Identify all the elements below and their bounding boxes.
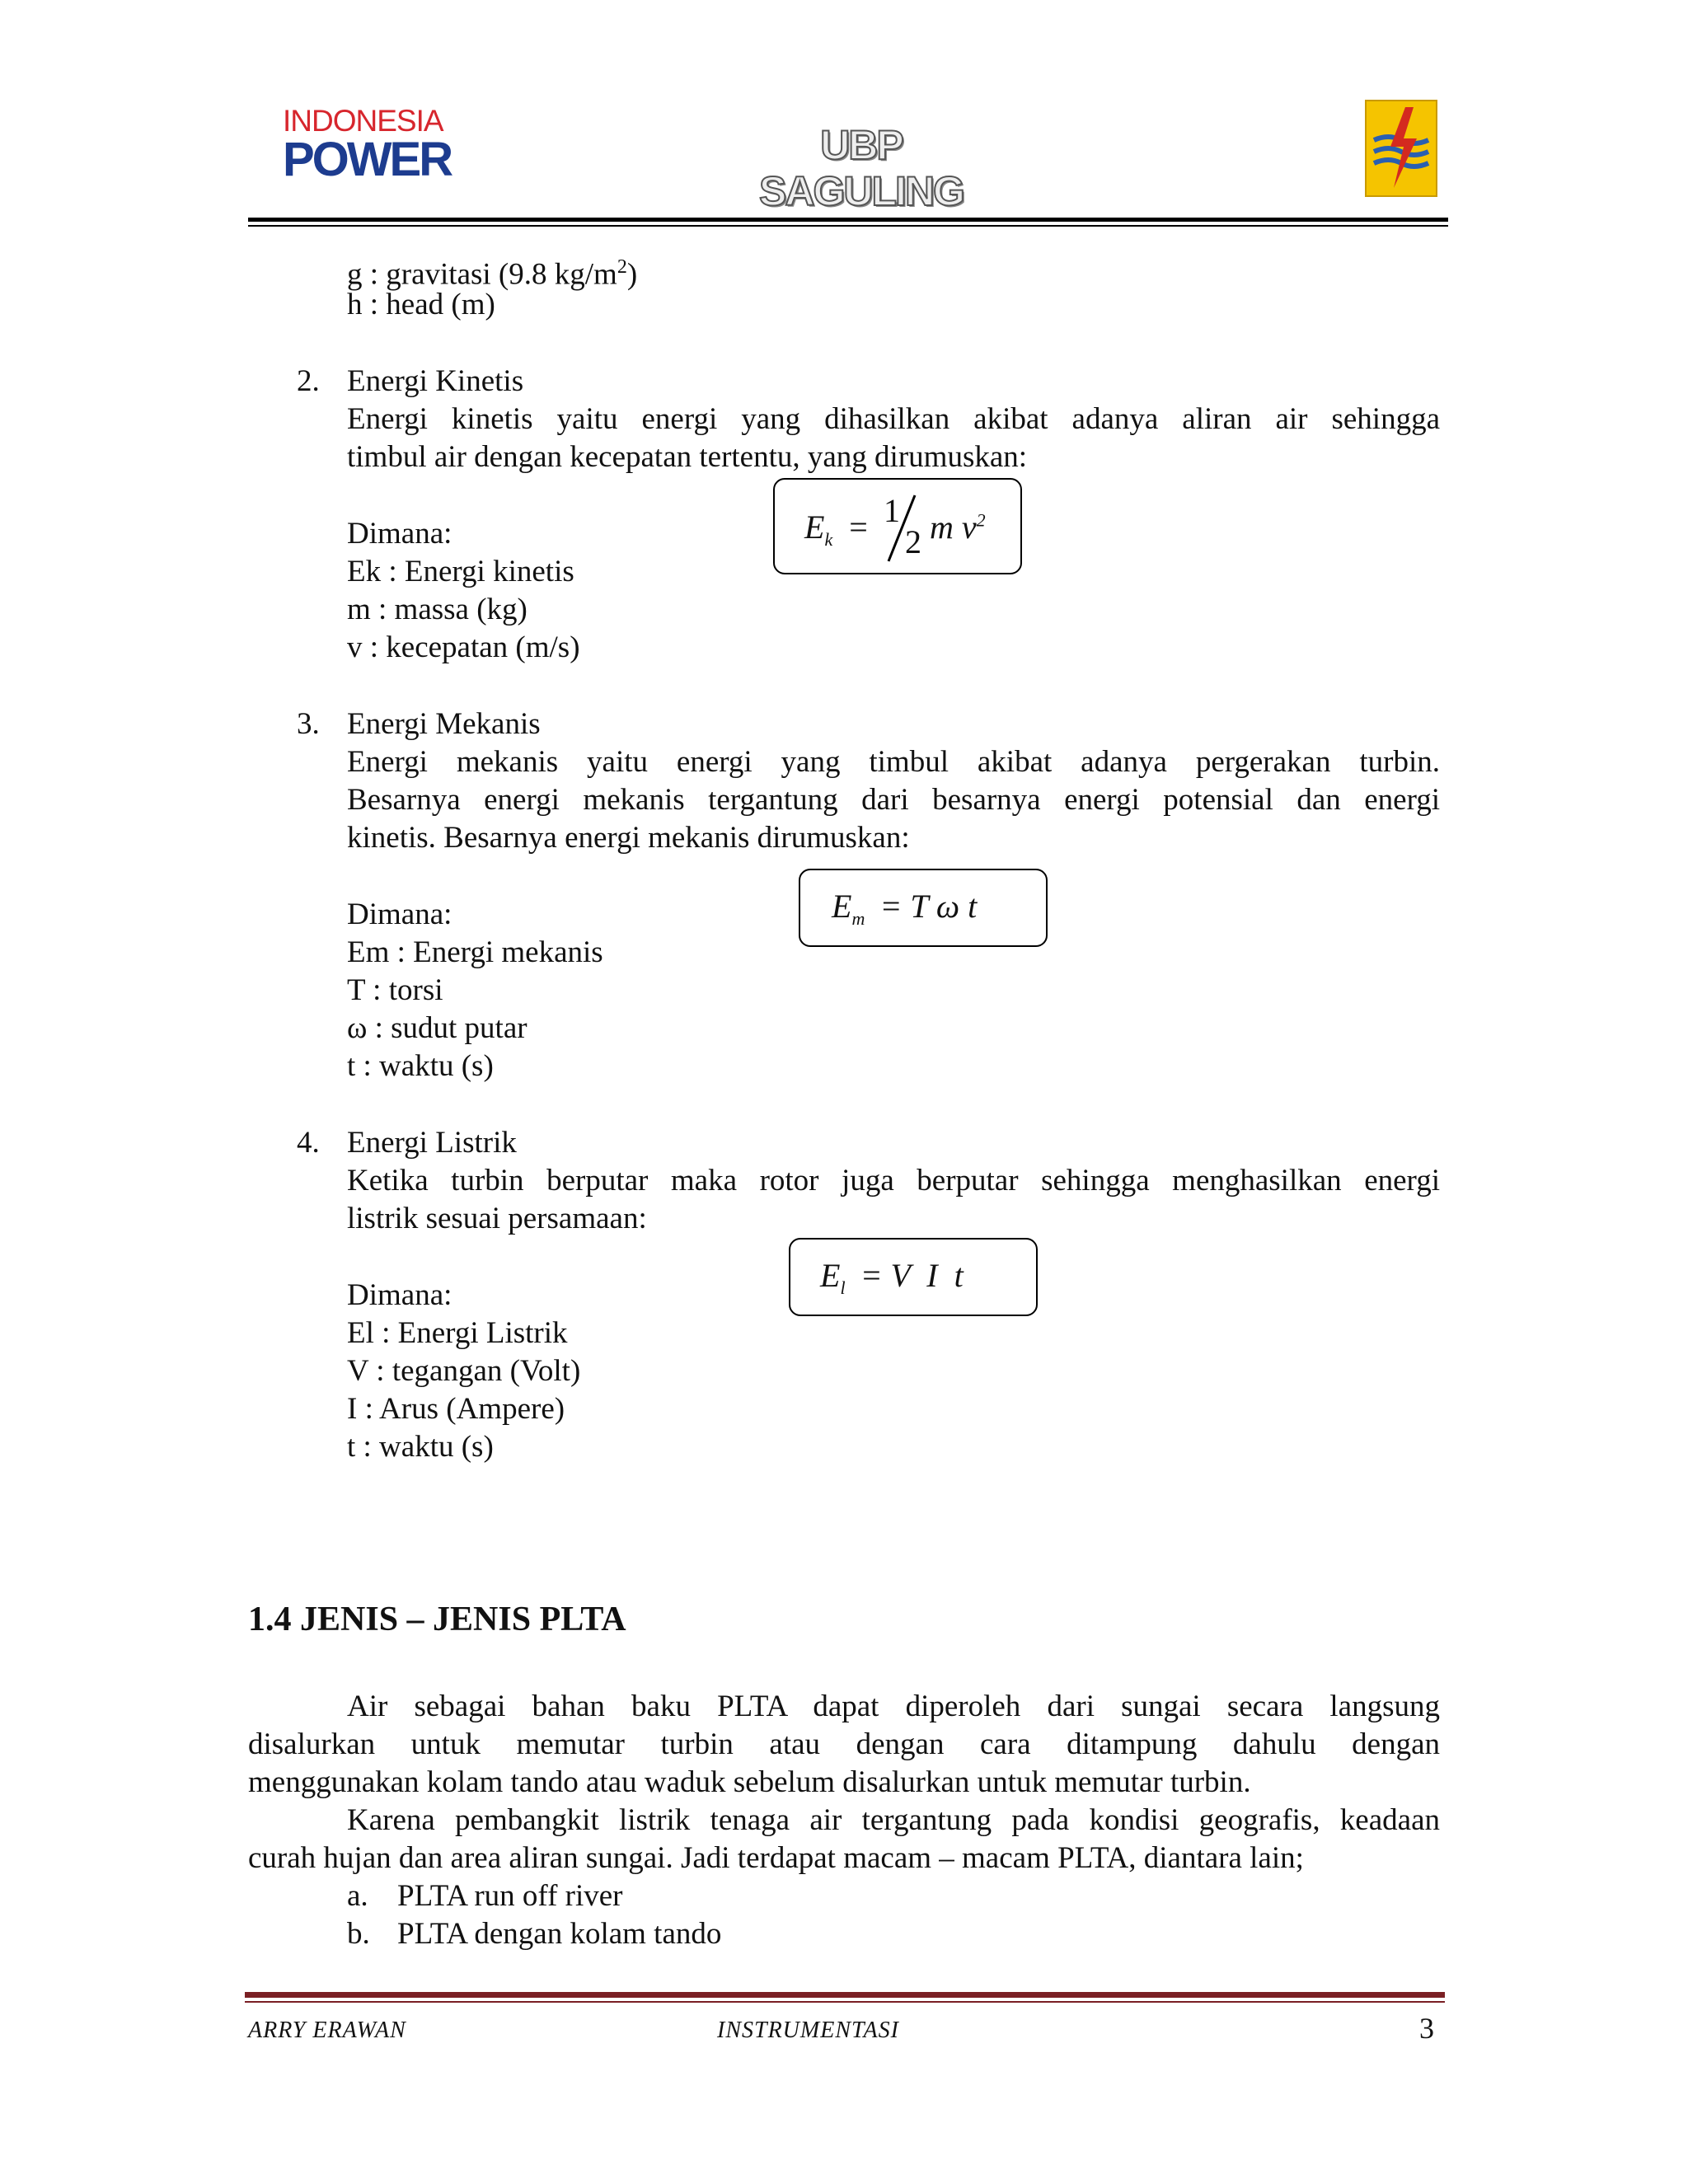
formula-rhs: m $v^2$ <box>930 509 986 546</box>
footer-author: ARRY ERAWAN <box>248 2018 406 2043</box>
list-marker: b. <box>347 1917 370 1951</box>
paragraph-line: Besarnya energi mekanis tergantung dari besarnya energi potensial dan energi <box>347 783 1440 817</box>
fraction-numerator: 1 <box>884 492 900 529</box>
paragraph-line: Energi kinetis yaitu energi yang dihasilkan akibat adanya aliran air sehingga <box>347 402 1440 436</box>
gravity-definition: g : gravitasi (9.8 $kg/m^2$) <box>347 256 638 292</box>
list-number: 2. <box>297 364 320 398</box>
paragraph-line: listrik sesuai persamaan: <box>347 1202 647 1235</box>
footer-rule-thick <box>245 1992 1445 1998</box>
head-definition: h : head (m) <box>347 288 495 321</box>
section-heading: 1.4 JENIS – JENIS PLTA <box>248 1601 626 1638</box>
formula-electric: $E_l = V$ I t <box>820 1257 964 1298</box>
dimana-label: Dimana: <box>347 898 452 931</box>
item-title: Energi Listrik <box>347 1126 517 1160</box>
paragraph-line: kinetis. Besarnya energi mekanis dirumuskan: <box>347 821 910 855</box>
definition-line: I : Arus (Ampere) <box>347 1392 565 1426</box>
paragraph-line: Ketika turbin berputar maka rotor juga berputar sehingga menghasilkan energi <box>347 1164 1440 1197</box>
definition-line: m : massa (kg) <box>347 593 528 626</box>
list-marker: a. <box>347 1879 368 1913</box>
logo-text-power: POWER <box>283 133 452 186</box>
definition-line: Em : Energi mekanis <box>347 935 603 969</box>
definition-line: t : waktu (s) <box>347 1430 494 1464</box>
paragraph-line: menggunakan kolam tando atau waduk sebelum disalurkan untuk memutar turbin. <box>248 1765 1251 1799</box>
paragraph-line: timbul air dengan kecepatan tertentu, yang dirumuskan: <box>347 440 1028 474</box>
formula-mechanical: $E_m = T$ ω t <box>832 888 978 929</box>
definition-line: v : kecepatan (m/s) <box>347 630 580 664</box>
footer-subject: INSTRUMENTASI <box>717 2018 899 2043</box>
pln-lightning-logo-icon <box>1364 99 1438 198</box>
list-item: PLTA dengan kolam tando <box>397 1917 722 1951</box>
paragraph-line: Energi mekanis yaitu energi yang timbul akibat adanya pergerakan turbin. <box>347 745 1440 779</box>
header-title: UBP SAGULING <box>759 122 964 214</box>
paragraph-line: Air sebagai bahan baku PLTA dapat diperoleh dari sungai secara langsung <box>347 1690 1440 1723</box>
definition-line: t : waktu (s) <box>347 1049 494 1083</box>
paragraph-line: curah hujan dan area aliran sungai. Jadi terdapat macam – macam PLTA, diantara lain; <box>248 1841 1304 1875</box>
list-number: 4. <box>297 1126 320 1160</box>
list-number: 3. <box>297 707 320 741</box>
dimana-label: Dimana: <box>347 517 452 551</box>
definition-line: ω : sudut putar <box>347 1011 528 1045</box>
header-rule-thick <box>248 218 1448 222</box>
item-title: Energi Kinetis <box>347 364 524 398</box>
page-number: 3 <box>1419 2012 1434 2045</box>
footer-rule-thin <box>245 2001 1445 2003</box>
definition-line: T : torsi <box>347 973 443 1007</box>
formula-box-electric <box>789 1238 1038 1316</box>
formula-box-mechanical <box>799 869 1048 947</box>
item-title: Energi Mekanis <box>347 707 541 741</box>
paragraph-line: disalurkan untuk memutar turbin atau dengan cara ditampung dahulu dengan <box>248 1727 1440 1761</box>
dimana-label: Dimana: <box>347 1278 452 1312</box>
header-rule-thin <box>248 225 1448 227</box>
definition-line: Ek : Energi kinetis <box>347 555 574 588</box>
fraction-denominator: 2 <box>905 523 921 560</box>
indonesia-power-logo <box>283 104 452 186</box>
definition-line: El : Energi Listrik <box>347 1316 568 1350</box>
paragraph-line: Karena pembangkit listrik tenaga air tergantung pada kondisi geografis, keadaan <box>347 1803 1440 1837</box>
list-item: PLTA run off river <box>397 1879 623 1913</box>
formula-box-kinetic <box>773 478 1022 574</box>
logo-text-indonesia: INDONESIA <box>283 104 443 138</box>
definition-line: V : tegangan (Volt) <box>347 1354 581 1388</box>
formula-kinetic: $E_k$ = <box>804 509 868 550</box>
